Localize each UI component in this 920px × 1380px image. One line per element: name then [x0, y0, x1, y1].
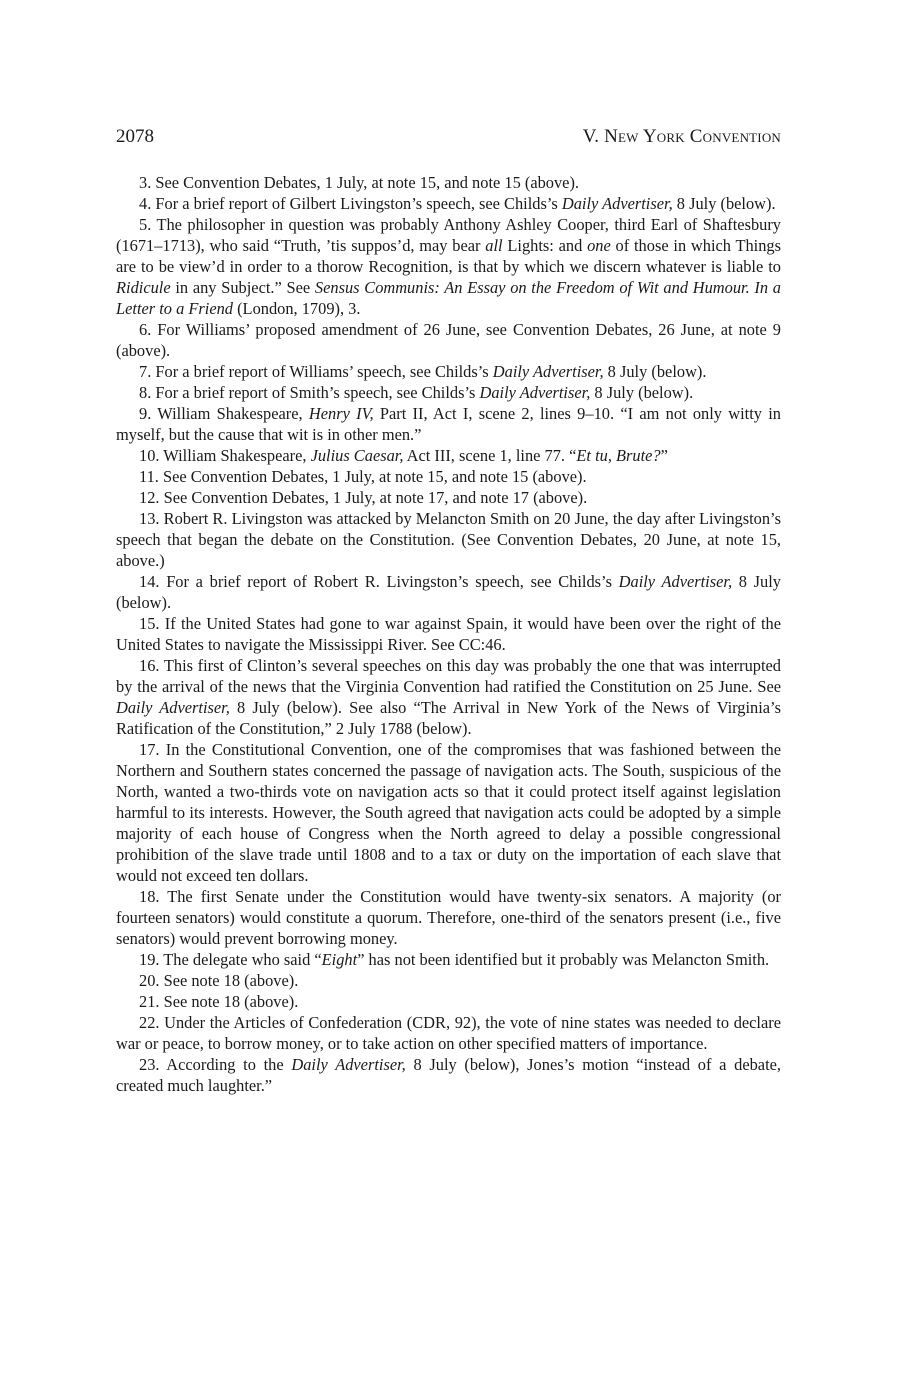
note-text: 5. The philosopher in question was probably Anthony Ashley Cooper, third Earl of Shaftesbury (1671–1713), who said “Truth, ’tis suppos’d, may bear — [116, 215, 781, 255]
italic-text: Julius Caesar, — [310, 446, 404, 465]
endnote-19 — [116, 949, 781, 970]
note-text: 8 July (below), Jones’s motion “instead of a debate, created much laughter.” — [116, 1055, 782, 1095]
endnote-23 — [116, 1054, 781, 1096]
note-text: 12. See Convention Debates, 1 July, at note 17, and note 17 (above). — [139, 488, 588, 507]
italic-text: Henry IV, — [308, 404, 374, 423]
endnote-17 — [116, 739, 781, 886]
italic-text: Daily Advertiser, — [492, 362, 604, 381]
italic-text: one — [587, 236, 611, 255]
endnote-18 — [116, 886, 781, 949]
italic-text: Eight — [321, 950, 358, 969]
endnote-21 — [116, 991, 781, 1012]
note-text: 8 July (below). — [116, 572, 781, 612]
endnote-13 — [116, 508, 781, 571]
note-text: 7. For a brief report of Williams’ speech, see Childs’s — [139, 362, 493, 381]
endnote-15 — [116, 613, 781, 655]
note-text: 8 July (below). — [590, 383, 694, 402]
endnote-7 — [116, 361, 781, 382]
note-text: 3. See Convention Debates, 1 July, at note 15, and note 15 (above). — [139, 173, 580, 192]
note-text: ” has not been identified but it probably was Melancton Smith. — [357, 950, 770, 969]
italic-text: Ridicule — [116, 278, 171, 297]
endnote-20 — [116, 970, 781, 991]
endnote-5 — [116, 214, 781, 319]
note-text: 23. According to the — [139, 1055, 292, 1074]
italic-text: Daily Advertiser, — [479, 383, 591, 402]
note-text: 10. William Shakespeare, — [139, 446, 311, 465]
italic-text: Daily Advertiser, — [561, 194, 673, 213]
italic-text: Daily Advertiser, — [618, 572, 733, 591]
note-text: 20. See note 18 (above). — [139, 971, 299, 990]
note-text: in any Subject.” See — [170, 278, 315, 297]
note-text: 16. This first of Clinton’s several speeches on this day was probably the one that was interrupted by the arrival of the news that the Virginia Convention had ratified the Constitution on 25 June. See — [116, 656, 781, 696]
page-number: 2078 — [116, 126, 154, 147]
endnote-12 — [116, 487, 781, 508]
note-text: 19. The delegate who said “ — [139, 950, 322, 969]
endnote-9 — [116, 403, 781, 445]
italic-text: all — [485, 236, 503, 255]
note-text: 6. For Williams’ proposed amendment of 26 June, see Convention Debates, 26 June, at note 9 (above). — [116, 320, 781, 360]
italic-text: Sensus Communis: An Essay on the Freedom of Wit and Humour. In a Letter to a Friend — [116, 278, 781, 318]
note-text: Act III, scene 1, line 77. “ — [403, 446, 577, 465]
note-text: 22. Under the Articles of Confederation (CDR, 92), the vote of nine states was needed to declare war or peace, to borrow money, or to take action on other specified matters of importance. — [116, 1013, 781, 1053]
note-text: (London, 1709), 3. — [233, 299, 361, 318]
note-text: 14. For a brief report of Robert R. Livingston’s speech, see Childs’s — [139, 572, 619, 591]
note-text: of those in which Things are to be view’d in order to a thorow Recognition, is that by which we discern whatever is liable to — [116, 236, 782, 276]
running-head: V. New York Convention — [582, 126, 781, 147]
endnote-3 — [116, 172, 781, 193]
note-text: 15. If the United States had gone to war against Spain, it would have been over the right of the United States to navigate the Mississippi River. See CC:46. — [116, 614, 781, 654]
endnote-6 — [116, 319, 781, 361]
italic-text: Daily Advertiser, — [291, 1055, 406, 1074]
endnote-4 — [116, 193, 781, 214]
note-text: 18. The first Senate under the Constitution would have twenty-six senators. A majority (or fourteen senators) would constitute a quorum. Therefore, one-third of the senators present (i.e., five senators) would prevent borrowing money. — [116, 887, 781, 948]
note-text: Lights: and — [502, 236, 588, 255]
endnote-11 — [116, 466, 781, 487]
endnotes-list — [116, 172, 781, 1096]
note-text: 8 July (below). — [603, 362, 707, 381]
endnote-8 — [116, 382, 781, 403]
note-text: 11. See Convention Debates, 1 July, at note 15, and note 15 (above). — [139, 467, 587, 486]
note-text: 17. In the Constitutional Convention, one of the compromises that was fashioned between the Northern and Southern states concerned the passage of navigation acts. The South, suspicious of the North, wanted a two-thirds vote on navigation acts so that it could protect itself against legislation harmful to its interests. However, the South agreed that navigation acts could be adopted by a simple majority of each house of Congress when the North agreed to delay a possible congressional prohibition of the slave trade until 1808 and to a tax or duty on the importation of each slave that would not exceed ten dollars. — [116, 740, 781, 885]
italic-text: Daily Advertiser, — [116, 698, 230, 717]
endnote-22 — [116, 1012, 781, 1054]
note-text: 8 July (below). — [672, 194, 776, 213]
note-text: 4. For a brief report of Gilbert Livingston’s speech, see Childs’s — [139, 194, 562, 213]
note-text: ” — [660, 446, 668, 465]
page-header — [116, 124, 781, 150]
note-text: 9. William Shakespeare, — [139, 404, 309, 423]
note-text: Part II, Act I, scene 2, lines 9–10. “I am not only witty in myself, but the cause that wit is in other men.” — [116, 404, 781, 444]
endnote-10 — [116, 445, 781, 466]
endnote-16 — [116, 655, 781, 739]
note-text: 13. Robert R. Livingston was attacked by Melancton Smith on 20 June, the day after Livingston’s speech that began the debate on the Constitution. (See Convention Debates, 20 June, at note 15, above.) — [116, 509, 781, 570]
italic-text: Et tu, Brute? — [576, 446, 661, 465]
note-text: 8 July (below). See also “The Arrival in New York of the News of Virginia’s Ratification of the Constitution,” 2 July 1788 (below). — [116, 698, 781, 738]
note-text: 21. See note 18 (above). — [139, 992, 299, 1011]
note-text: 8. For a brief report of Smith’s speech, see Childs’s — [139, 383, 480, 402]
endnote-14 — [116, 571, 781, 613]
